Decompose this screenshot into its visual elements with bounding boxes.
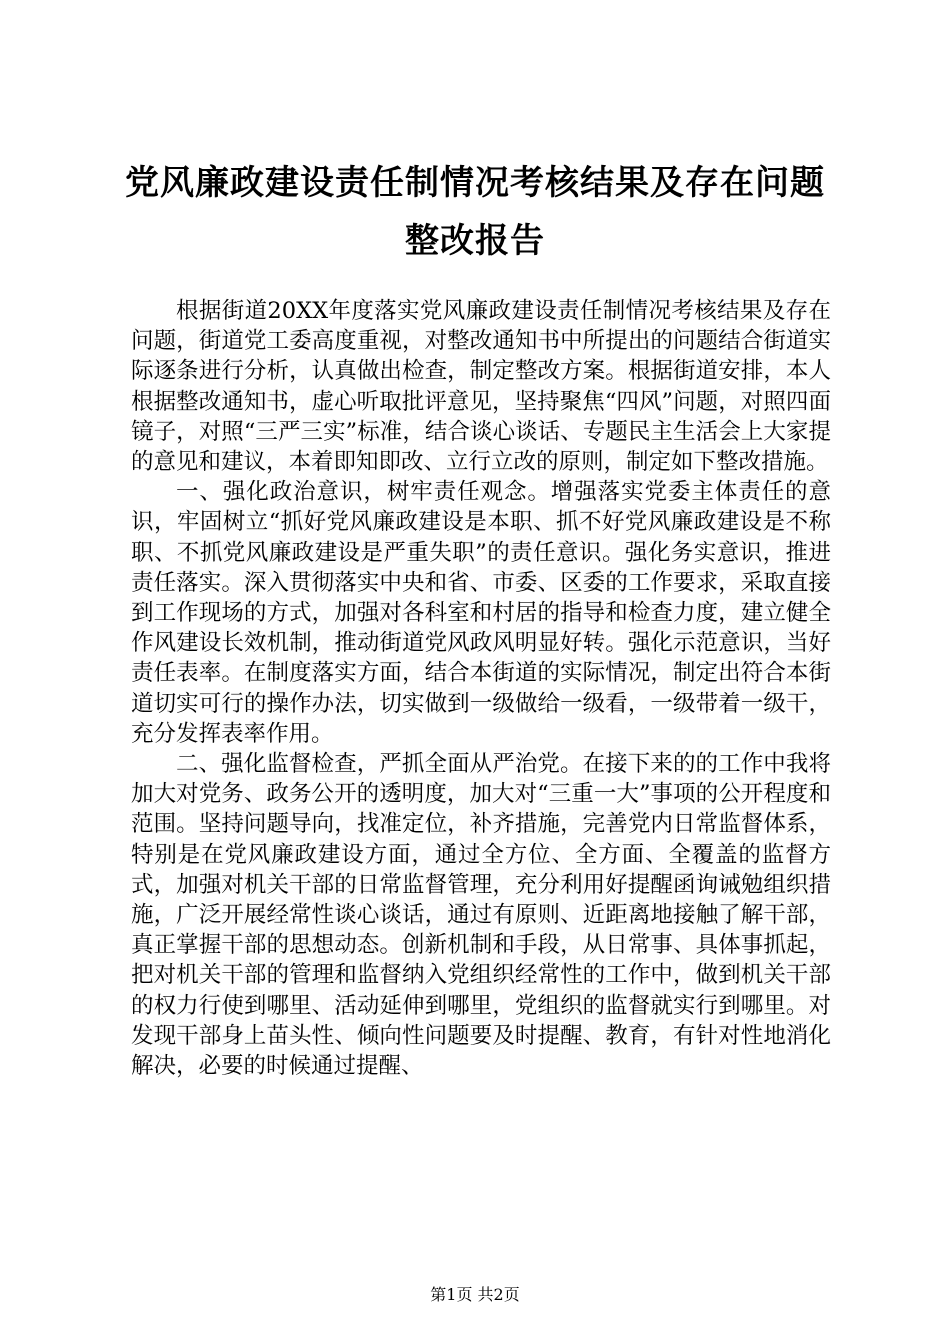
document-title-line-2: 整改报告 <box>405 221 545 261</box>
document-body <box>131 296 831 1081</box>
paragraph-section-1: 一、强化政治意识，树牢责任观念。增强落实党委主体责任的意识，牢固树立“抓好党风廉政建设是本职、抓不好党风廉政建设是不称职、不抓党风廉政建设是严重失职”的责任意识。强化务实意识，推进责任落实。深入贯彻落实中央和省、市委、区委的工作要求，采取直接到工作现场的方式，加强对各科室和村居的指导和检查力度，建立健全作风建设长效机制，推动街道党风政风明显好转。强化示范意识，当好责任表率。在制度落实方面，结合本街道的实际情况，制定出符合本街道切实可行的操作办法，切实做到一级做给一级看，一级带着一级干，充分发挥表率作用。 <box>131 479 831 747</box>
paragraph-intro: 根据街道20XX年度落实党风廉政建设责任制情况考核结果及存在问题，街道党工委高度重视，对整改通知书中所提出的问题结合街道实际逐条进行分析，认真做出检查，制定整改方案。根据街道安排，本人根据整改通知书，虚心听取批评意见，坚持聚焦“四风”问题，对照四面镜子，对照“三严三实”标准，结合谈心谈话、专题民主生活会上大家提的意见和建议，本着即知即改、立行立改的原则，制定如下整改措施。 <box>131 298 831 476</box>
page-footer: 第1页 共2页 <box>430 1285 520 1304</box>
document-title-line-1: 党风廉政建设责任制情况考核结果及存在问题 <box>125 163 825 203</box>
paragraph-section-2: 二、强化监督检查，严抓全面从严治党。在接下来的的工作中我将加大对党务、政务公开的透明度，加大对“三重一大”事项的公开程度和范围。坚持问题导向，找准定位，补齐措施，完善党内日常监督体系，特别是在党风廉政建设方面，通过全方位、全方面、全覆盖的监督方式，加强对机关干部的日常监督管理，充分利用好提醒函询诫勉组织措施，广泛开展经常性谈心谈话，通过有原则、近距离地接触了解干部，真正掌握干部的思想动态。创新机制和手段，从日常事、具体事抓起，把对机关干部的管理和监督纳入党组织经常性的工作中，做到机关干部的权力行使到哪里、活动延伸到哪里，党组织的监督就实行到哪里。对发现干部身上苗头性、倾向性问题要及时提醒、教育，有针对性地消化解决，必要的时候通过提醒、 <box>131 751 831 1080</box>
